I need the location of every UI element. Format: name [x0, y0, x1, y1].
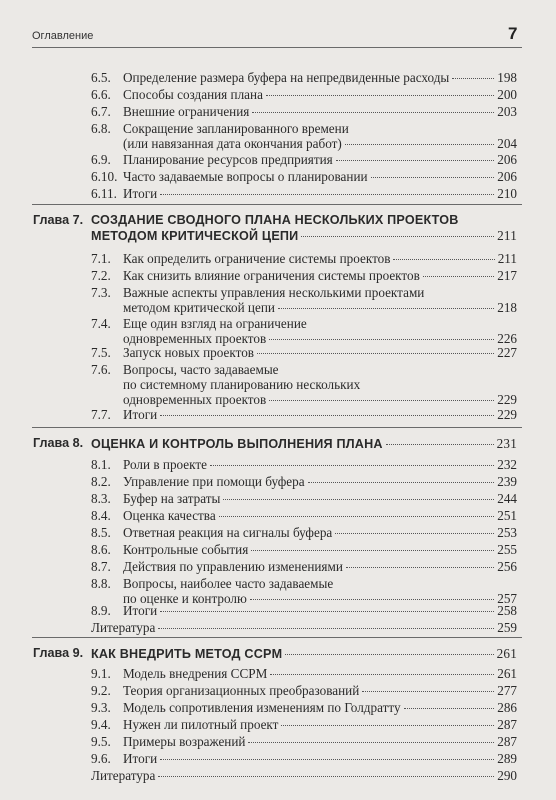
entry-line [123, 268, 517, 283]
entry-line [123, 70, 517, 85]
dot-leader [269, 339, 494, 340]
dot-leader [362, 691, 494, 692]
page-number: 7 [508, 24, 518, 43]
entry-line-inner [123, 717, 517, 732]
entry-line-inner [91, 768, 517, 783]
entry-title: Итоги [123, 407, 158, 422]
entry-line-inner [123, 87, 517, 102]
entry-number: 8.3. [91, 491, 111, 506]
dot-leader [452, 78, 494, 79]
page-ref: 290 [497, 768, 517, 783]
entry-line-inner [123, 152, 517, 167]
dot-leader [393, 259, 494, 260]
page-ref: 229 [497, 392, 517, 407]
entry-number: 7.3. [91, 285, 111, 300]
entry-line [123, 152, 517, 167]
entry-title: МЕТОДОМ КРИТИЧЕСКОЙ ЦЕПИ [91, 229, 299, 243]
page-ref: 277 [497, 683, 517, 698]
entry-line-inner [123, 169, 517, 184]
dot-leader [266, 95, 494, 96]
entry-line [123, 104, 517, 119]
entry-line-inner [123, 666, 517, 681]
page-ref: 256 [497, 559, 517, 574]
entry-title: Итоги [123, 603, 158, 618]
entry-title: Вопросы, наиболее часто задаваемые [123, 576, 334, 591]
entry-number: 6.5. [91, 70, 111, 85]
entry-number: 8.6. [91, 542, 111, 557]
dot-leader [285, 654, 493, 655]
dot-leader [386, 444, 494, 445]
entry-number: 8.7. [91, 559, 111, 574]
entry-line [123, 392, 517, 407]
entry-title: (или навязанная дата окончания работ) [123, 136, 342, 151]
entry-line-inner [123, 734, 517, 749]
entry-line [123, 491, 517, 506]
entry-line [123, 666, 517, 681]
entry-line-inner [123, 345, 517, 360]
entry-line [123, 300, 517, 315]
entry-line [91, 768, 517, 783]
page-ref: 204 [497, 136, 517, 151]
entry-line-inner [123, 525, 517, 540]
entry-number: 6.10. [91, 169, 118, 184]
entry-title: Действия по управлению изменениями [123, 559, 343, 574]
page-ref: 211 [497, 251, 517, 266]
entry-title: Сокращение запланированного времени [123, 121, 349, 136]
entry-title: Запуск новых проектов [123, 345, 255, 360]
entry-line-inner [123, 508, 517, 523]
entry-number: 8.2. [91, 474, 111, 489]
entry-line [123, 751, 517, 766]
entry-title: Внешние ограничения [123, 104, 250, 119]
chapter-separator [32, 204, 522, 205]
entry-line [123, 186, 517, 201]
entry-line-inner [91, 620, 517, 635]
entry-line-inner [91, 646, 517, 662]
page-ref: 226 [497, 331, 517, 346]
entry-line [123, 603, 517, 618]
dot-leader [219, 516, 495, 517]
page-ref: 231 [496, 436, 517, 451]
entry-title: Важные аспекты управления несколькими проектами [123, 285, 425, 300]
entry-line-inner [123, 136, 517, 151]
entry-number: 9.6. [91, 751, 111, 766]
page-ref: 289 [497, 751, 517, 766]
entry-line-inner [123, 251, 517, 266]
entry-number: 9.2. [91, 683, 111, 698]
dot-leader [404, 708, 495, 709]
dot-leader [158, 776, 494, 777]
entry-number: 8.1. [91, 457, 111, 472]
entry-line-inner [123, 700, 517, 715]
entry-line [123, 251, 517, 266]
page-ref: 206 [497, 152, 517, 167]
entry-title: Итоги [123, 186, 158, 201]
entry-number: 6.6. [91, 87, 111, 102]
entry-line [123, 683, 517, 698]
entry-title: Как снизить влияние ограничения системы проектов [123, 268, 420, 283]
entry-title: по системному планированию нескольких [123, 377, 361, 392]
entry-title: ОЦЕНКА И КОНТРОЛЬ ВЫПОЛНЕНИЯ ПЛАНА [91, 437, 383, 451]
entry-line-inner [123, 392, 517, 407]
page-ref: 253 [497, 525, 517, 540]
entry-number: 8.4. [91, 508, 111, 523]
entry-line [123, 700, 517, 715]
entry-title: Модель сопротивления изменениям по Голдратту [123, 700, 401, 715]
entry-title: Часто задаваемые вопросы о планировании [123, 169, 368, 184]
entry-line-inner [123, 300, 517, 315]
page-ref: 227 [497, 345, 517, 360]
entry-number: 8.9. [91, 603, 111, 618]
entry-line-inner [123, 474, 517, 489]
page-ref: 258 [497, 603, 517, 618]
entry-number: 9.1. [91, 666, 111, 681]
entry-title: Управление при помощи буфера [123, 474, 305, 489]
entry-title: Итоги [123, 751, 158, 766]
dot-leader [336, 160, 494, 161]
entry-title: Модель внедрения CCPM [123, 666, 268, 681]
entry-line [123, 525, 517, 540]
dot-leader [252, 112, 494, 113]
entry-title: Ответная реакция на сигналы буфера [123, 525, 333, 540]
entry-title: Роли в проекте [123, 457, 207, 472]
page-ref: 198 [497, 70, 517, 85]
dot-leader [345, 144, 494, 145]
entry-number: Глава 9. [33, 646, 84, 660]
running-head: Оглавление [32, 30, 94, 42]
entry-title: СОЗДАНИЕ СВОДНОГО ПЛАНА НЕСКОЛЬКИХ ПРОЕКТОВ [91, 213, 459, 227]
entry-number: 8.5. [91, 525, 111, 540]
entry-line [123, 169, 517, 184]
entry-line-inner [123, 559, 517, 574]
entry-title: Теория организационных преобразований [123, 683, 360, 698]
dot-leader [269, 400, 494, 401]
entry-line [123, 508, 517, 523]
entry-title: методом критической цепи [123, 300, 275, 315]
entry-line [91, 228, 517, 243]
dot-leader [250, 599, 494, 600]
entry-line-inner [123, 407, 517, 422]
page-ref: 210 [497, 186, 517, 201]
entry-number: 9.3. [91, 700, 111, 715]
entry-title: Как определить ограничение системы проектов [123, 251, 391, 266]
page-ref: 232 [497, 457, 517, 472]
entry-title: одновременных проектов [123, 392, 267, 407]
entry-line [123, 331, 517, 346]
entry-line [91, 620, 517, 635]
entry-line-inner [123, 268, 517, 283]
dot-leader [160, 415, 494, 416]
page-ref: 211 [497, 228, 517, 243]
entry-number: Глава 8. [33, 436, 84, 450]
entry-line [91, 646, 517, 661]
page-ref: 200 [497, 87, 517, 102]
dot-leader [158, 628, 494, 629]
entry-number: Глава 7. [33, 213, 84, 227]
page-ref: 255 [497, 542, 517, 557]
entry-line-inner [123, 70, 517, 85]
dot-leader [270, 674, 494, 675]
entry-title: КАК ВНЕДРИТЬ МЕТОД CCPM [91, 647, 283, 661]
entry-title: Еще один взгляд на ограничение [123, 316, 307, 331]
dot-leader [251, 550, 494, 551]
entry-line-inner [123, 491, 517, 506]
entry-line-inner [123, 104, 517, 119]
dot-leader [223, 499, 494, 500]
entry-title: Способы создания плана [123, 87, 263, 102]
entry-title: Вопросы, часто задаваемые [123, 362, 279, 377]
entry-line-inner [123, 457, 517, 472]
page-ref: 257 [497, 591, 517, 606]
dot-leader [160, 194, 494, 195]
entry-line [123, 542, 517, 557]
dot-leader [160, 611, 494, 612]
dot-leader [281, 725, 494, 726]
entry-line [123, 717, 517, 732]
entry-title: одновременных проектов [123, 331, 267, 346]
entry-number: 6.7. [91, 104, 111, 119]
entry-number: 9.4. [91, 717, 111, 732]
entry-line-inner [123, 186, 517, 201]
entry-line-inner [123, 542, 517, 557]
page-ref: 286 [497, 700, 517, 715]
dot-leader [423, 276, 494, 277]
dot-leader [248, 742, 494, 743]
entry-title: Буфер на затраты [123, 491, 221, 506]
entry-number: 6.8. [91, 121, 111, 136]
entry-title: Определение размера буфера на непредвиденные расходы [123, 70, 450, 85]
chapter-separator [32, 637, 522, 638]
entry-line [123, 457, 517, 472]
entry-title: Нужен ли пилотный проект [123, 717, 279, 732]
page-ref: 261 [496, 646, 517, 661]
dot-leader [371, 177, 495, 178]
entry-line [91, 436, 517, 451]
entry-number: 7.2. [91, 268, 111, 283]
entry-line [123, 345, 517, 360]
entry-title: Литература [91, 768, 156, 783]
entry-line [123, 407, 517, 422]
entry-number: 8.8. [91, 576, 111, 591]
entry-number: 6.11. [91, 186, 117, 201]
entry-title: Планирование ресурсов предприятия [123, 152, 333, 167]
dot-leader [210, 465, 494, 466]
entry-line-inner [123, 331, 517, 346]
page-ref: 218 [497, 300, 517, 315]
entry-number: 6.9. [91, 152, 111, 167]
entry-line [123, 734, 517, 749]
page-ref: 229 [497, 407, 517, 422]
entry-line [123, 559, 517, 574]
entry-line-inner [123, 683, 517, 698]
dot-leader [160, 759, 494, 760]
dot-leader [301, 236, 494, 237]
page-ref: 259 [497, 620, 517, 635]
page-ref: 239 [497, 474, 517, 489]
entry-number: 7.5. [91, 345, 111, 360]
entry-line-inner [123, 603, 517, 618]
page-ref: 287 [497, 734, 517, 749]
entry-title: Оценка качества [123, 508, 216, 523]
page-ref: 251 [497, 508, 517, 523]
entry-title: Литература [91, 620, 156, 635]
entry-number: 7.4. [91, 316, 111, 331]
page-ref: 261 [497, 666, 517, 681]
page-ref: 203 [497, 104, 517, 119]
entry-number: 7.6. [91, 362, 111, 377]
entry-number: 7.7. [91, 407, 111, 422]
dot-leader [257, 353, 494, 354]
entry-title: Примеры возражений [123, 734, 246, 749]
page-ref: 287 [497, 717, 517, 732]
entry-line-inner [91, 228, 517, 244]
dot-leader [335, 533, 494, 534]
entry-line [123, 136, 517, 151]
entry-number: 9.5. [91, 734, 111, 749]
page-ref: 217 [497, 268, 517, 283]
entry-number: 7.1. [91, 251, 111, 266]
dot-leader [308, 482, 495, 483]
dot-leader [278, 308, 494, 309]
entry-line-inner [123, 751, 517, 766]
chapter-separator [32, 427, 522, 428]
page-ref: 244 [497, 491, 517, 506]
entry-line [123, 87, 517, 102]
entry-line-inner [91, 436, 517, 452]
entry-line [123, 474, 517, 489]
entry-title: Контрольные события [123, 542, 249, 557]
dot-leader [346, 567, 494, 568]
page-ref: 206 [497, 169, 517, 184]
entry-title: по оценке и контролю [123, 591, 247, 606]
